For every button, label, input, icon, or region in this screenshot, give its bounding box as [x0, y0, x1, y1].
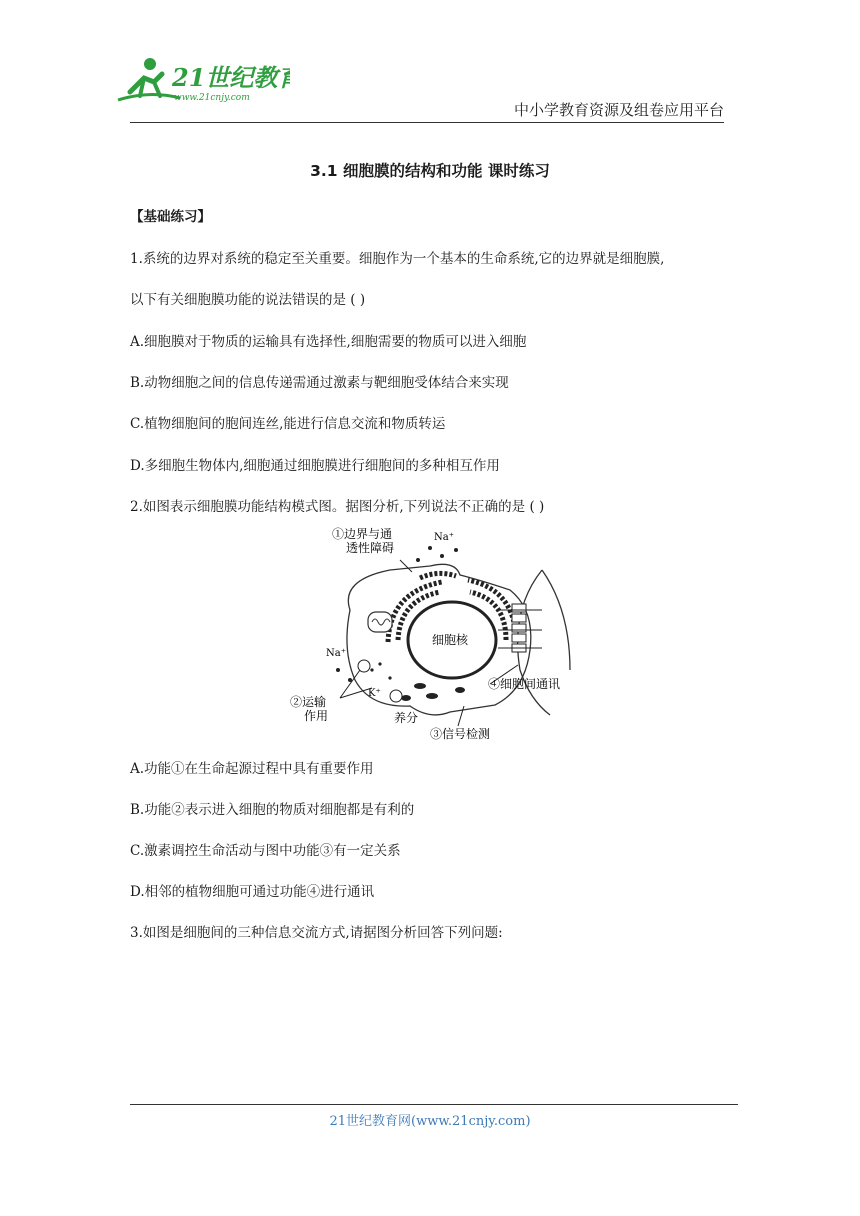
q1-option-c: C.植物细胞间的胞间连丝,能进行信息交流和物质转运: [130, 416, 446, 432]
q2-stem: 2.如图表示细胞膜功能结构模式图。据图分析,下列说法不正确的是 ( ): [130, 499, 545, 515]
label-na-left: Na⁺: [326, 648, 346, 659]
q2-option-a: A.功能①在生命起源过程中具有重要作用: [130, 761, 374, 777]
label-1-line1: ①边界与通: [332, 527, 393, 541]
label-1-line2: 透性障碍: [346, 541, 395, 555]
q1-option-a: A.细胞膜对于物质的运输具有选择性,细胞需要的物质可以进入细胞: [130, 334, 527, 350]
section-heading: 【基础练习】: [130, 209, 211, 225]
label-k: K⁺: [368, 688, 381, 699]
mitochondrion-shape: [368, 612, 392, 632]
label-3: ③信号检测: [430, 727, 491, 741]
runner-logo-icon: [110, 52, 290, 108]
q2-option-b: B.功能②表示进入细胞的物质对细胞都是有利的: [130, 802, 415, 818]
label-2-line2: 作用: [304, 709, 329, 723]
logo-url: www.21cnjy.com: [174, 93, 250, 103]
footer-divider: [130, 1104, 738, 1105]
label-nucleus: 细胞核: [432, 633, 469, 647]
label-4: ④细胞间通讯: [488, 677, 561, 691]
q3-stem: 3.如图是细胞间的三种信息交流方式,请据图分析回答下列问题:: [130, 925, 503, 941]
page-title: 3.1 细胞膜的结构和功能 课时练习: [310, 162, 550, 180]
q1-stem-line1: 1.系统的边界对系统的稳定至关重要。细胞作为一个基本的生命系统,它的边界就是细胞膜,: [130, 251, 665, 267]
header-divider: [130, 122, 724, 123]
label-nutrient: 养分: [394, 711, 419, 725]
q1-option-b: B.动物细胞之间的信息传递需通过激素与靶细胞受体结合来实现: [130, 375, 509, 391]
platform-name: 中小学教育资源及组卷应用平台: [513, 101, 724, 119]
junction-channels: [512, 604, 526, 652]
q2-option-c: C.激素调控生命活动与图中功能③有一定关系: [130, 843, 401, 859]
label-na-top: Na⁺: [434, 532, 454, 543]
cell-membrane-diagram: [280, 520, 580, 742]
q2-option-d: D.相邻的植物细胞可通过功能④进行通讯: [130, 884, 375, 900]
site-logo: [110, 52, 290, 108]
logo-text: 21世纪教育: [172, 63, 290, 92]
label-2-line1: ②运输: [290, 695, 327, 709]
q1-stem-line2: 以下有关细胞膜功能的说法错误的是 ( ): [130, 292, 366, 308]
footer-link[interactable]: 21世纪教育网(www.21cnjy.com): [329, 1114, 531, 1129]
q1-option-d: D.多细胞生物体内,细胞通过细胞膜进行细胞间的多种相互作用: [130, 458, 500, 474]
